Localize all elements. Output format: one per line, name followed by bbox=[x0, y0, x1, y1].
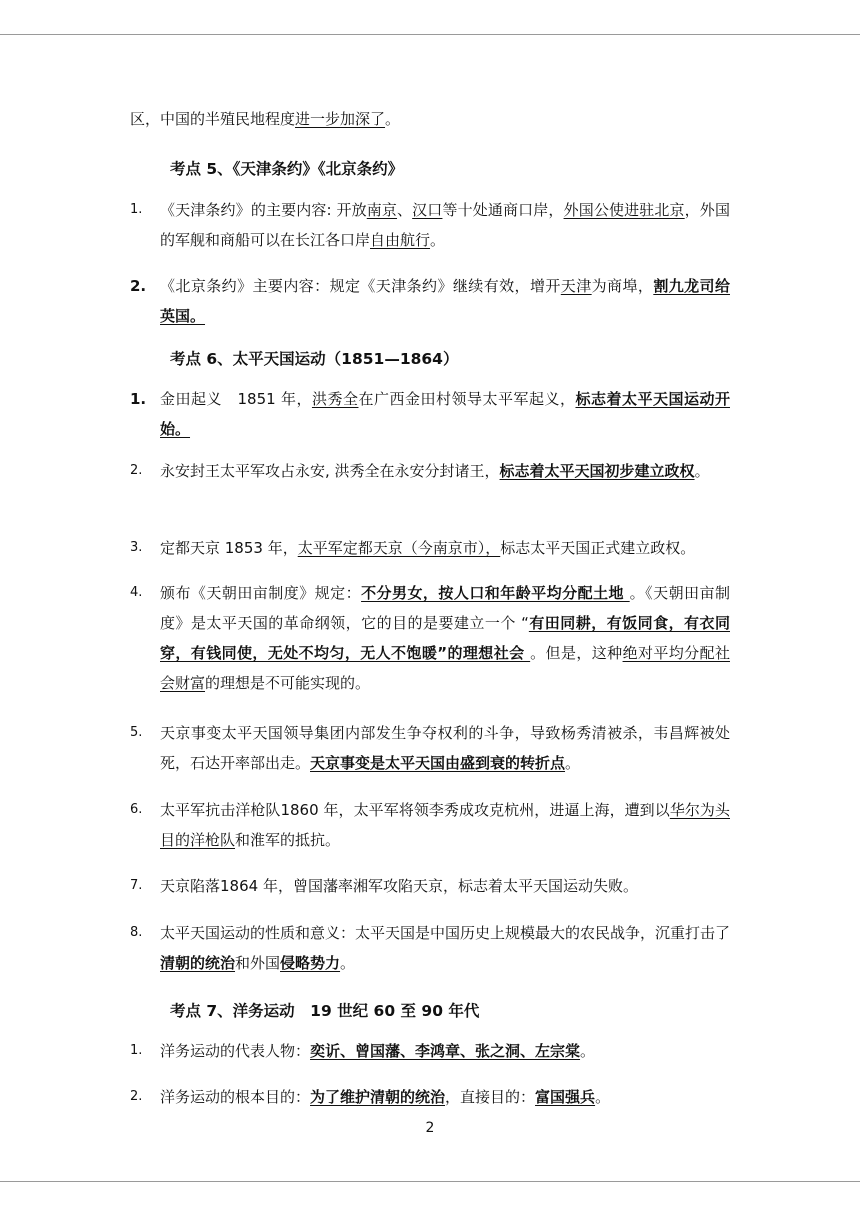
list-item bbox=[130, 918, 730, 978]
underlined-text: 不分男女，按人口和年龄平均分配土地 bbox=[361, 584, 630, 602]
text: 。《天朝田亩制度》是太平天国的革命纲领，它的目的是要建立一个 “ bbox=[160, 584, 730, 632]
underlined-text: 清朝的统治 bbox=[160, 954, 236, 972]
list-item bbox=[130, 195, 730, 255]
heading-section-7: 考点 7、洋务运动 19 世纪 60 至 90 年代 bbox=[170, 1002, 480, 1020]
item-number: 8. bbox=[130, 925, 143, 940]
item-number: 7. bbox=[130, 878, 143, 893]
item-number: 1. bbox=[130, 1043, 143, 1058]
text: 和外国 bbox=[235, 954, 281, 972]
underlined-text: 割九龙司给英国。 bbox=[160, 277, 730, 325]
underlined-text: 外国公使进驻北京 bbox=[563, 201, 685, 219]
text: ，直接目的： bbox=[445, 1088, 536, 1106]
item-number: 6. bbox=[130, 802, 143, 817]
text: 。 bbox=[694, 462, 710, 480]
list-item bbox=[130, 1082, 730, 1112]
underlined-text: 奕䜣、曾国藩、李鸿章、张之洞、左宗棠 bbox=[310, 1042, 581, 1060]
text: 标志太平天国正式建立政权。 bbox=[500, 539, 696, 557]
text: 永安封王太平军攻占永安, 洪秀全在永安分封诸王， bbox=[160, 462, 500, 480]
text: 。 bbox=[385, 110, 401, 128]
text: 的理想是不可能实现的。 bbox=[205, 674, 371, 692]
underlined-text: 为了维护清朝的统治 bbox=[310, 1088, 446, 1106]
text: 。 bbox=[580, 1042, 596, 1060]
text: 洋务运动的代表人物： bbox=[160, 1042, 311, 1060]
item-number: 2. bbox=[130, 277, 147, 295]
text: 等十处通商口岸， bbox=[442, 201, 564, 219]
text: 。 bbox=[565, 754, 581, 772]
list-item bbox=[130, 533, 730, 563]
underlined-text: 自由航行 bbox=[370, 231, 431, 249]
underlined-text: 绝对平均分配社会财富 bbox=[160, 644, 730, 692]
underlined-text: 洪秀全 bbox=[311, 390, 359, 408]
text: 、 bbox=[397, 201, 413, 219]
underlined-text: 太平军定都天京（今南京市）， bbox=[297, 539, 501, 557]
text: 区，中国的半殖民地程度 bbox=[130, 110, 296, 128]
list-item bbox=[130, 456, 730, 486]
text: 《天津条约》的主要内容: 开放 bbox=[160, 201, 367, 219]
list-item bbox=[130, 271, 730, 331]
text: 洋务运动的根本目的： bbox=[160, 1088, 311, 1106]
underlined-text: 标志着太平天国初步建立政权 bbox=[499, 462, 695, 480]
list-item bbox=[130, 718, 730, 778]
underlined-text: 汉口 bbox=[412, 201, 443, 219]
text: 。 bbox=[595, 1088, 611, 1106]
list-item bbox=[130, 1036, 730, 1066]
item-number: 2. bbox=[130, 1089, 143, 1104]
page-number: 2 bbox=[425, 1120, 435, 1136]
text: 为商埠， bbox=[591, 277, 654, 295]
underlined-text: 有田同耕，有饭同食，有衣同穿，有钱同使，无处不均匀，无人不饱暖”的理想社会 bbox=[160, 614, 730, 662]
footer-rule bbox=[0, 1181, 860, 1182]
text: 金田起义 1851 年， bbox=[160, 390, 312, 408]
item-number: 3. bbox=[130, 540, 143, 555]
underlined-text: 天津 bbox=[560, 277, 592, 295]
underlined-text: 天京事变是太平天国由盛到衰的转折点 bbox=[310, 754, 566, 772]
underlined-text: 富国强兵 bbox=[535, 1088, 596, 1106]
text: 和淮军的抵抗。 bbox=[235, 831, 341, 849]
heading-section-5: 考点 5、《天津条约》《北京条约》 bbox=[170, 160, 404, 178]
underlined-text: 华尔为头目的洋枪队 bbox=[160, 801, 730, 849]
item-number: 4. bbox=[130, 585, 143, 600]
text: ，外国的军舰和商船可以在长江各口岸 bbox=[160, 201, 730, 249]
item-number: 1. bbox=[130, 390, 147, 408]
text: 。 bbox=[340, 954, 356, 972]
underlined-text: 进一步加深了 bbox=[295, 110, 386, 128]
text: 太平天国运动的性质和意义：太平天国是中国历史上规模最大的农民战争，沉重打击了 bbox=[160, 924, 731, 942]
heading-section-6: 考点 6、太平天国运动（1851—1864） bbox=[170, 350, 459, 368]
text: 在广西金田村领导太平军起义， bbox=[358, 390, 576, 408]
list-item bbox=[130, 871, 730, 901]
item-number: 1. bbox=[130, 202, 143, 217]
text: 天京陷落1864 年，曾国藩率湘军攻陷天京，标志着太平天国运动失败。 bbox=[160, 877, 638, 895]
list-item bbox=[130, 795, 730, 855]
text: 。但是，这种 bbox=[530, 644, 623, 662]
text: 太平军抗击洋枪队1860 年，太平军将领李秀成攻克杭州，进逼上海，遭到以 bbox=[160, 801, 670, 819]
text: 定都天京 1853 年， bbox=[160, 539, 298, 557]
underlined-text: 标志着太平天国运动开始。 bbox=[160, 390, 730, 438]
intro-paragraph bbox=[130, 104, 730, 134]
text: 。 bbox=[430, 231, 446, 249]
underlined-text: 南京 bbox=[366, 201, 398, 219]
underlined-text: 侵略势力 bbox=[280, 954, 341, 972]
text: 颁布《天朝田亩制度》规定： bbox=[160, 584, 362, 602]
text: 《北京条约》主要内容：规定《天津条约》继续有效，增开 bbox=[160, 277, 561, 295]
list-item bbox=[130, 578, 730, 698]
text: 天京事变太平天国领导集团内部发生争夺权利的斗争，导致杨秀清被杀，韦昌辉被处死，石达开率部出走。 bbox=[160, 724, 730, 772]
list-item bbox=[130, 384, 730, 444]
item-number: 2. bbox=[130, 463, 143, 478]
item-number: 5. bbox=[130, 725, 143, 740]
